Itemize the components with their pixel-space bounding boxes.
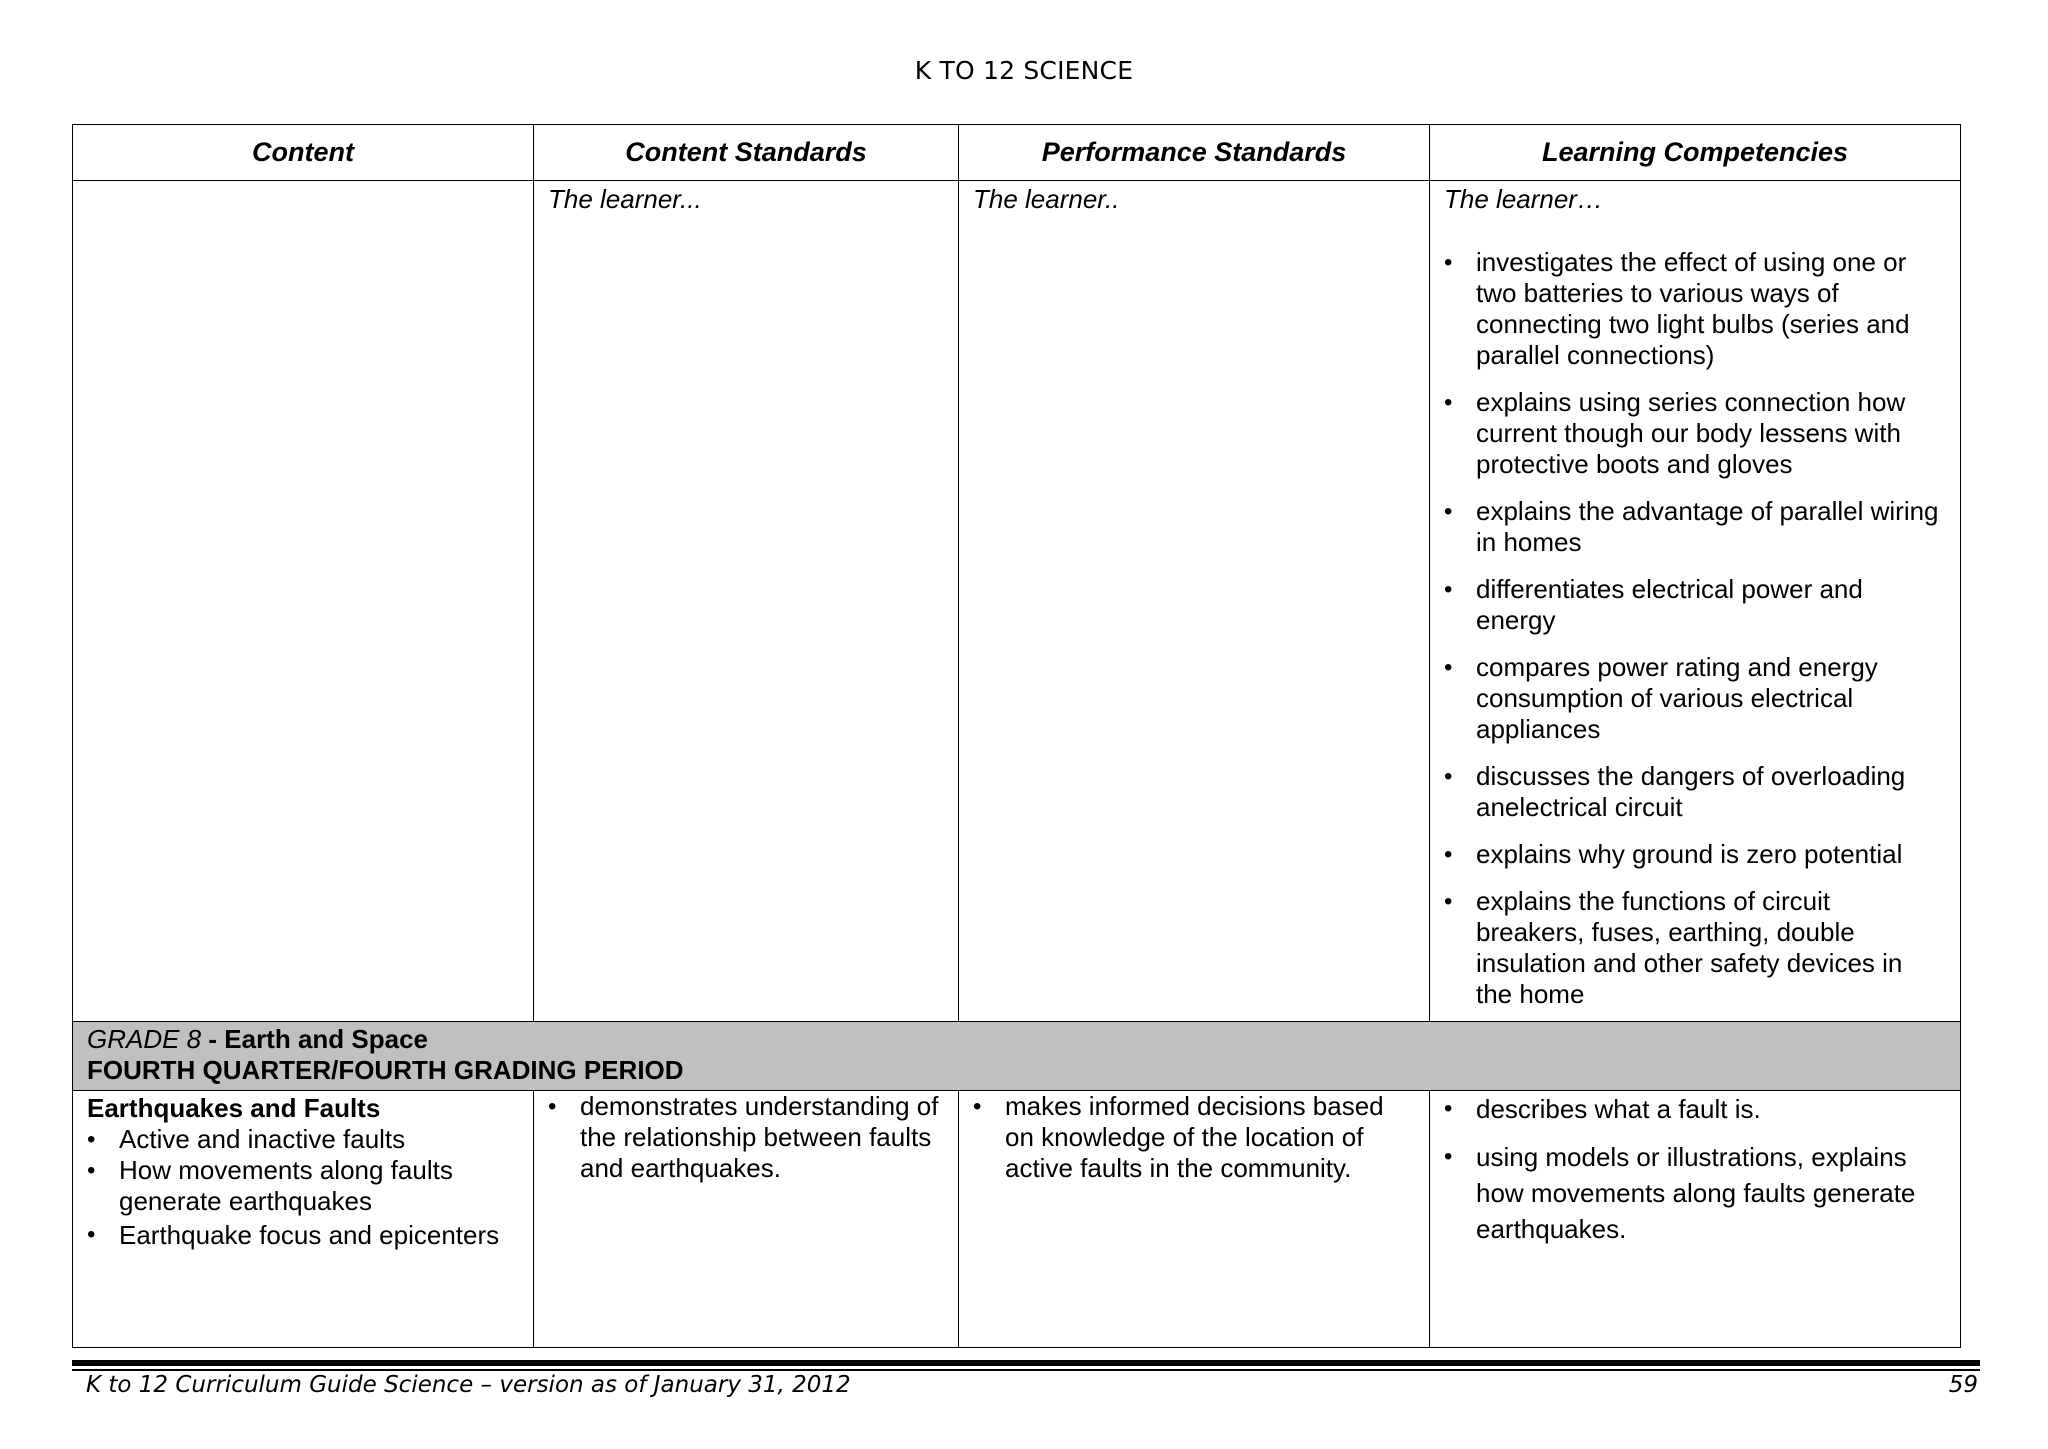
content-standards-list xyxy=(534,1091,958,1184)
content-cell xyxy=(73,1091,534,1348)
page-header-title: K TO 12 SCIENCE xyxy=(914,56,1134,85)
footer-divider xyxy=(72,1360,1980,1366)
list-item: • demonstrates understanding of the relationship between faults and earthquakes. xyxy=(534,1091,942,1184)
content-cell-empty xyxy=(73,181,534,1022)
footer-divider xyxy=(72,1369,1980,1371)
table-header-row xyxy=(73,125,1961,181)
learning-competencies-cell xyxy=(1430,1091,1961,1348)
list-item: • explains the functions of circuit breakers, fuses, earthing, double insulation and other safety devices in the home xyxy=(1430,886,1942,1010)
footer-version-text: K to 12 Curriculum Guide Science – version as of January 31, 2012 xyxy=(86,1372,851,1398)
list-item: • compares power rating and energy consumption of various electrical appliances xyxy=(1430,652,1942,745)
list-item: • using models or illustrations, explains how movements along faults generate earthquakes. xyxy=(1430,1139,1946,1247)
performance-standards-list xyxy=(959,1091,1429,1184)
curriculum-table xyxy=(72,124,1961,1348)
grade-period-row xyxy=(73,1022,1961,1091)
list-item: • makes informed decisions based on knowledge of the location of active faults in the community. xyxy=(959,1091,1409,1184)
list-item: • discusses the dangers of overloading anelectrical circuit xyxy=(1430,761,1942,823)
topic-title: Earthquakes and Faults xyxy=(87,1093,381,1123)
list-item: • describes what a fault is. xyxy=(1430,1091,1946,1127)
performance-standards-cell xyxy=(959,181,1430,1022)
table-row xyxy=(73,1091,1961,1348)
page-number: 59 xyxy=(1948,1372,1978,1398)
content-standards-cell xyxy=(534,1091,959,1348)
competency-list xyxy=(1430,247,1960,1010)
performance-standards-cell xyxy=(959,1091,1430,1348)
content-standards-cell xyxy=(534,181,959,1022)
list-item: • Earthquake focus and epicenters xyxy=(73,1217,519,1253)
grade-period-cell xyxy=(73,1022,1961,1091)
grade-heading xyxy=(87,1024,1946,1055)
content-list xyxy=(73,1124,533,1253)
learning-competencies-cell xyxy=(1430,181,1961,1022)
list-item: • investigates the effect of using one or two batteries to various ways of connecting two light bulbs (series and parallel connections) xyxy=(1430,247,1942,371)
column-header-performance-standards: Performance Standards xyxy=(959,125,1430,181)
list-item: • explains using series connection how current though our body lessens with protective boots and gloves xyxy=(1430,387,1942,480)
learner-intro: The learner.. xyxy=(973,184,1120,214)
grading-period: FOURTH QUARTER/FOURTH GRADING PERIOD xyxy=(87,1055,684,1085)
list-item: • explains the advantage of parallel wiring in homes xyxy=(1430,496,1942,558)
learner-intro: The learner… xyxy=(1444,184,1603,214)
column-header-learning-competencies: Learning Competencies xyxy=(1430,125,1961,181)
list-item: • How movements along faults generate earthquakes xyxy=(73,1155,519,1217)
grade-subject: - Earth and Space xyxy=(201,1024,428,1054)
table-row xyxy=(73,181,1961,1022)
learner-intro: The learner... xyxy=(548,184,702,214)
competency-list xyxy=(1430,1091,1960,1247)
list-item: • Active and inactive faults xyxy=(73,1124,519,1155)
column-header-content-standards: Content Standards xyxy=(534,125,959,181)
column-header-content: Content xyxy=(73,125,534,181)
grade-label: GRADE 8 xyxy=(87,1024,202,1054)
list-item: • differentiates electrical power and energy xyxy=(1430,574,1942,636)
list-item: • explains why ground is zero potential xyxy=(1430,839,1942,870)
